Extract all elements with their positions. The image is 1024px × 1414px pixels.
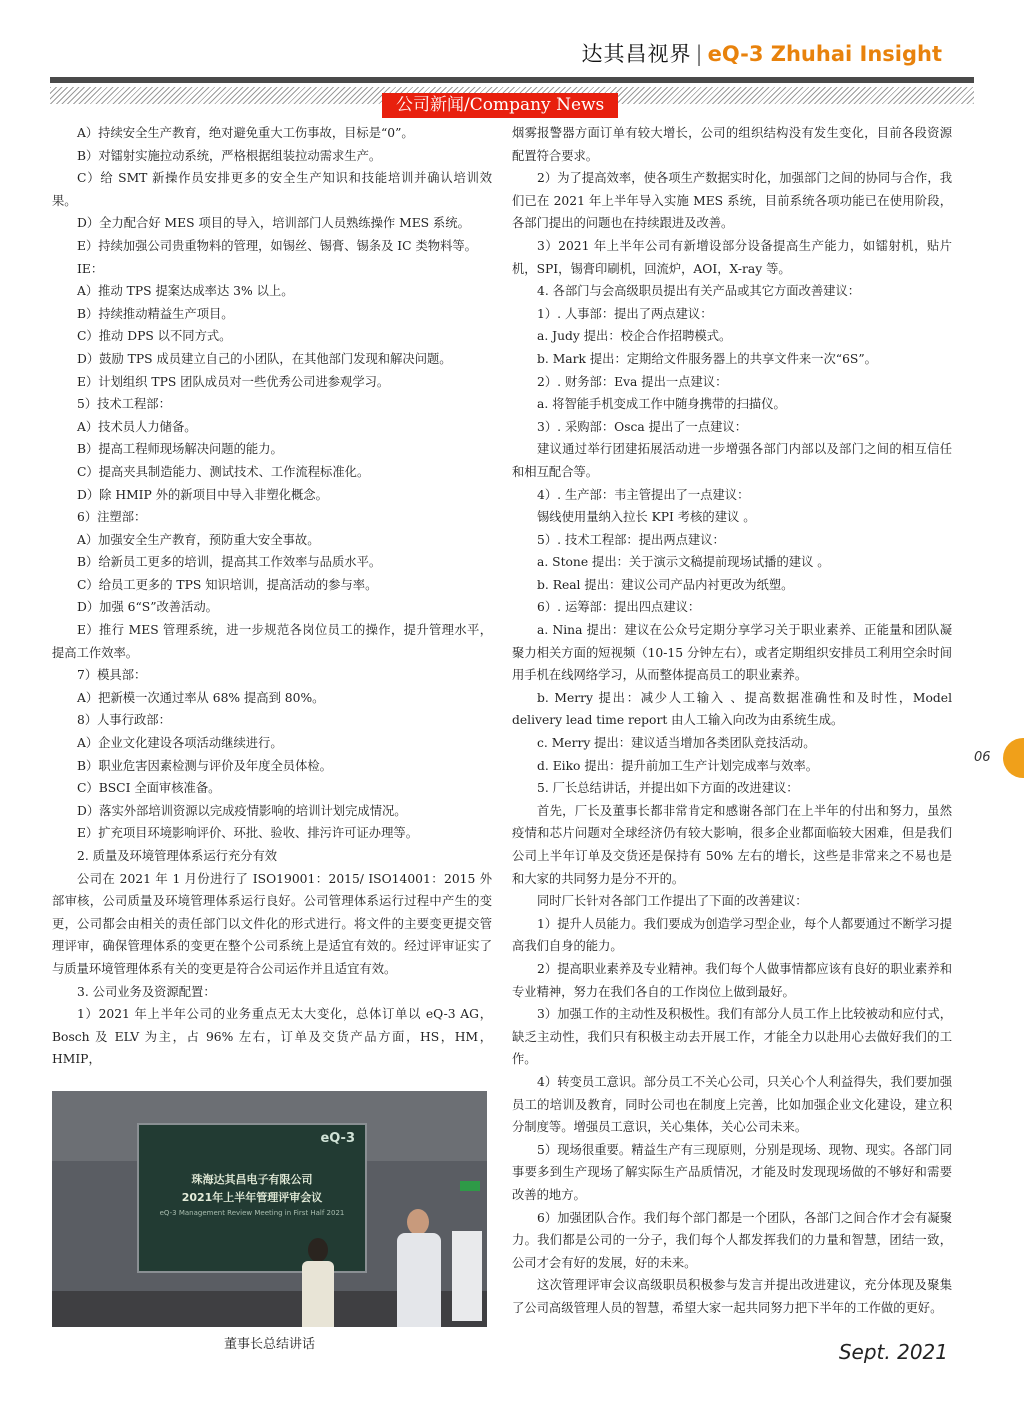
- paragraph: b. Real 提出：建议公司产品内衬更改为纸塑。: [537, 577, 794, 592]
- screen-title: 珠海达其昌电子有限公司: [191, 1173, 313, 1186]
- presenter-woman: [302, 1261, 334, 1327]
- masthead-separator: |: [695, 42, 704, 66]
- paragraph: A）企业文化建设各项活动继续进行。: [77, 736, 283, 751]
- page-number: 06: [974, 750, 991, 765]
- screen-subtitle: 2021年上半年管理评审会议: [181, 1191, 323, 1204]
- masthead-title-cn: 达其昌视界: [581, 42, 692, 66]
- paragraph: a. Nina 提出：建议在公众号定期分享学习关于职业素养、正能量和团队凝聚力相关方面的短视频（10-15 分钟左右），或者定期组织安排员工利用空余时间用手机在线网络学习，从而整体提高员工的职业素养。: [512, 623, 952, 683]
- paragraph: E）持续加强公司贵重物料的管理，如锡丝、锡膏、锡条及 IC 类物料等。: [77, 238, 477, 253]
- page-tab: [1003, 738, 1024, 778]
- paragraph: E）计划组织 TPS 团队成员对一些优秀公司进参观学习。: [77, 374, 390, 389]
- paragraph: 6）注塑部：: [77, 510, 147, 525]
- paragraph: IE：: [77, 261, 104, 276]
- paragraph: A）技术员人力储备。: [77, 419, 197, 434]
- paragraph: A）推动 TPS 提案达成率达 3% 以上。: [77, 284, 294, 299]
- paragraph: 烟雾报警器方面订单有较大增长，公司的组织结构没有发生变化，目前各段资源配置符合要求。: [512, 126, 952, 163]
- paragraph: C）BSCI 全面审核准备。: [77, 781, 221, 796]
- exit-sign-icon: [460, 1181, 480, 1191]
- paragraph: B）持续推动精益生产项目。: [77, 306, 234, 321]
- masthead: [582, 38, 942, 68]
- issue-date: Sept. 2021: [838, 1340, 948, 1364]
- paragraph: E）推行 MES 管理系统，进一步规范各岗位员工的操作，提升管理水平，提高工作效率。: [52, 623, 492, 660]
- paragraph: B）提高工程师现场解决问题的能力。: [77, 442, 283, 457]
- paragraph: C）推动 DPS 以不同方式。: [77, 329, 232, 344]
- meeting-photo: [52, 1091, 487, 1327]
- photo-caption: 董事长总结讲话: [223, 1337, 315, 1352]
- paragraph: C）给员工更多的 TPS 知识培训，提高活动的参与率。: [77, 577, 378, 592]
- paragraph: D）鼓励 TPS 成员建立自己的小团队，在其他部门发现和解决问题。: [77, 351, 452, 366]
- paragraph: 5. 厂长总结讲话，并提出如下方面的改进建议：: [537, 781, 799, 796]
- masthead-title-en: eQ-3 Zhuhai Insight: [707, 42, 942, 66]
- paragraph: 2）提高职业素养及专业精神。我们每个人做事情都应该有良好的职业素养和专业精神，努力在我们各自的工作岗位上做到最好。: [512, 961, 952, 999]
- paragraph: D）全力配合好 MES 项目的导入，培训部门人员熟练操作 MES 系统。: [77, 216, 470, 231]
- paragraph: 4）转变员工意识。部分员工不关心公司，只关心个人利益得失，我们要加强员工的培训及教育，同时公司也在制度上完善，比如加强企业文化建设，建立积分制度等。增强员工意识，关心集体，关心公司未来。: [512, 1074, 952, 1135]
- paragraph: 建议通过举行团建拓展活动进一步增强各部门内部以及部门之间的相互信任和相互配合等。: [512, 442, 952, 479]
- paragraph: 1）2021 年上半年公司的业务重点无太大变化，总体订单以 eQ-3 AG，Bosch 及 ELV 为主，占 96% 左右，订单及交货产品方面，HS，HM，HMIP，: [52, 1007, 492, 1067]
- paragraph: D）落实外部培训资源以完成疫情影响的培训计划完成情况。: [77, 803, 407, 818]
- screen-english-title: eQ-3 Management Review Meeting in First Half 2021: [159, 1209, 345, 1217]
- paragraph: C）给 SMT 新操作员安排更多的安全生产知识和技能培训并确认培训效果。: [52, 171, 492, 208]
- paragraph: b. Mark 提出：定期给文件服务器上的共享文件来一次“6S”。: [537, 351, 877, 366]
- paragraph: 公司在 2021 年 1 月份进行了 ISO19001：2015/ ISO14001：2015 外部审核，公司质量及环境管理体系运行良好。公司管理体系运行过程中产生的变更，公司都会由相关的责任部门以文件化的形式进行。将文件的主要变更提交管理评审，确保管理体系的变更在整个公司系统上是适宜有效的。经过评审证实了与质量环境管理体系有关的变更是符合公司运作并且适宜有效。: [52, 871, 492, 976]
- projection-screen: [137, 1123, 367, 1273]
- paragraph: 3）. 采购部：Osca 提出了一点建议：: [537, 419, 748, 434]
- paragraph: 2）为了提高效率，使各项生产数据实时化，加强部门之间的协同与合作，我们已在 2021 年上半年导入实施 MES 系统，目前系统各项功能已在使用阶段，各部门提出的问题也在持续跟进及改善。: [512, 171, 952, 231]
- whiteboard: [452, 1231, 482, 1321]
- paragraph: C）提高夹具制造能力、测试技术、工作流程标准化。: [77, 464, 370, 479]
- section-label: 公司新闻/Company News: [382, 93, 618, 118]
- presenter-man-head: [407, 1209, 429, 1235]
- paragraph: 3）加强工作的主动性及积极性。我们有部分人员工作上比较被动和应付式，缺乏主动性，我们只有积极主动去开展工作，才能全力以赴用心去做好我们的工作。: [512, 1007, 952, 1067]
- paragraph: a. Judy 提出：校企合作招聘模式。: [537, 329, 732, 344]
- paragraph: 6）. 运筹部：提出四点建议：: [537, 600, 701, 615]
- paragraph: A）持续安全生产教育，绝对避免重大工伤事故，目标是“0”。: [77, 126, 414, 140]
- paragraph: 4. 各部门与会高级职员提出有关产品或其它方面改善建议：: [537, 284, 861, 299]
- paragraph: A）把新模一次通过率从 68% 提高到 80%。: [77, 690, 325, 705]
- header-rule: [50, 77, 974, 83]
- paragraph: D）除 HMIP 外的新项目中导入非塑化概念。: [77, 487, 328, 502]
- paragraph: 7）模具部：: [77, 668, 147, 683]
- left-column: [52, 122, 492, 1071]
- paragraph: 同时厂长针对各部门工作提出了下面的改善建议：: [537, 894, 808, 909]
- paragraph: 3）2021 年上半年公司有新增设部分设备提高生产能力，如镭射机，贴片机，SPI，锡膏印刷机，回流炉，AOI，X-ray 等。: [512, 238, 952, 276]
- paragraph: a. 将智能手机变成工作中随身携带的扫描仪。: [537, 397, 786, 412]
- paragraph: 1）. 人事部：提出了两点建议：: [537, 306, 713, 321]
- right-column: [512, 122, 952, 1319]
- paragraph: 5）现场很重要。精益生产有三现原则，分别是现场、现物、现实。各部门同事要多到生产现场了解实际生产品质情况，才能及时发现现场做的不够好和需要改善的地方。: [512, 1142, 952, 1202]
- paragraph: A）加强安全生产教育，预防重大安全事故。: [77, 532, 320, 547]
- paragraph: 2. 质量及环境管理体系运行充分有效: [77, 849, 278, 863]
- paragraph: 2）. 财务部：Eva 提出一点建议：: [537, 374, 728, 389]
- paragraph: a. Stone 提出：关于演示文稿提前现场试播的建议 。: [537, 555, 830, 570]
- screen-logo: eQ-3: [320, 1131, 355, 1146]
- paragraph: B）职业危害因素检测与评价及年度全员体检。: [77, 758, 332, 773]
- paragraph: 3. 公司业务及资源配置：: [77, 984, 216, 999]
- paragraph: 6）加强团队合作。我们每个部门都是一个团队，各部门之间合作才会有凝聚力。我们都是公司的一分子，我们每个人都发挥我们的力量和智慧，团结一致，公司才会有好的发展，好的未来。: [512, 1210, 952, 1270]
- paragraph: 8）人事行政部：: [77, 713, 171, 728]
- paragraph: 锡线使用量纳入拉长 KPI 考核的建议 。: [537, 510, 756, 525]
- paragraph: c. Merry 提出：建议适当增加各类团队竞技活动。: [537, 736, 816, 751]
- paragraph: 这次管理评审会议高级职员积极参与发言并提出改进建议，充分体现及聚集了公司高级管理人员的智慧，希望大家一起共同努力把下半年的工作做的更好。: [512, 1278, 952, 1315]
- paragraph: 4）. 生产部：韦主管提出了一点建议：: [537, 487, 750, 502]
- paragraph: b. Merry 提出：减少人工输入 、提高数据准确性和及时性，Model delivery lead time report 由人工输入向改为由系统生成。: [512, 690, 952, 728]
- presenter-woman-head: [308, 1238, 328, 1262]
- paragraph: B）对镭射实施拉动系统，严格根据组装拉动需求生产。: [77, 148, 382, 163]
- paragraph: 首先，厂长及董事长都非常肯定和感谢各部门在上半年的付出和努力，虽然疫情和芯片问题对全球经济仍有较大影响，很多企业都面临较大困难，但是我们公司上半年订单及交货还是保持有 50% 左右的增长，这些是非常来之不易也是和大家的共同努力是分不开的。: [512, 803, 952, 886]
- paragraph: D）加强 6“S”改善活动。: [77, 600, 218, 615]
- paragraph: 1）提升人员能力。我们要成为创造学习型企业，每个人都要通过不断学习提高我们自身的能力。: [512, 916, 952, 954]
- paragraph: d. Eiko 提出：提升前加工生产计划完成率与效率。: [537, 758, 819, 773]
- paragraph: B）给新员工更多的培训，提高其工作效率与品质水平。: [77, 555, 382, 570]
- paragraph: 5）. 技术工程部：提出两点建议：: [537, 532, 725, 547]
- presenter-man: [397, 1233, 441, 1327]
- paragraph: E）扩充项目环境影响评价、环批、验收、排污许可证办理等。: [77, 826, 418, 841]
- paragraph: 5）技术工程部：: [77, 397, 171, 412]
